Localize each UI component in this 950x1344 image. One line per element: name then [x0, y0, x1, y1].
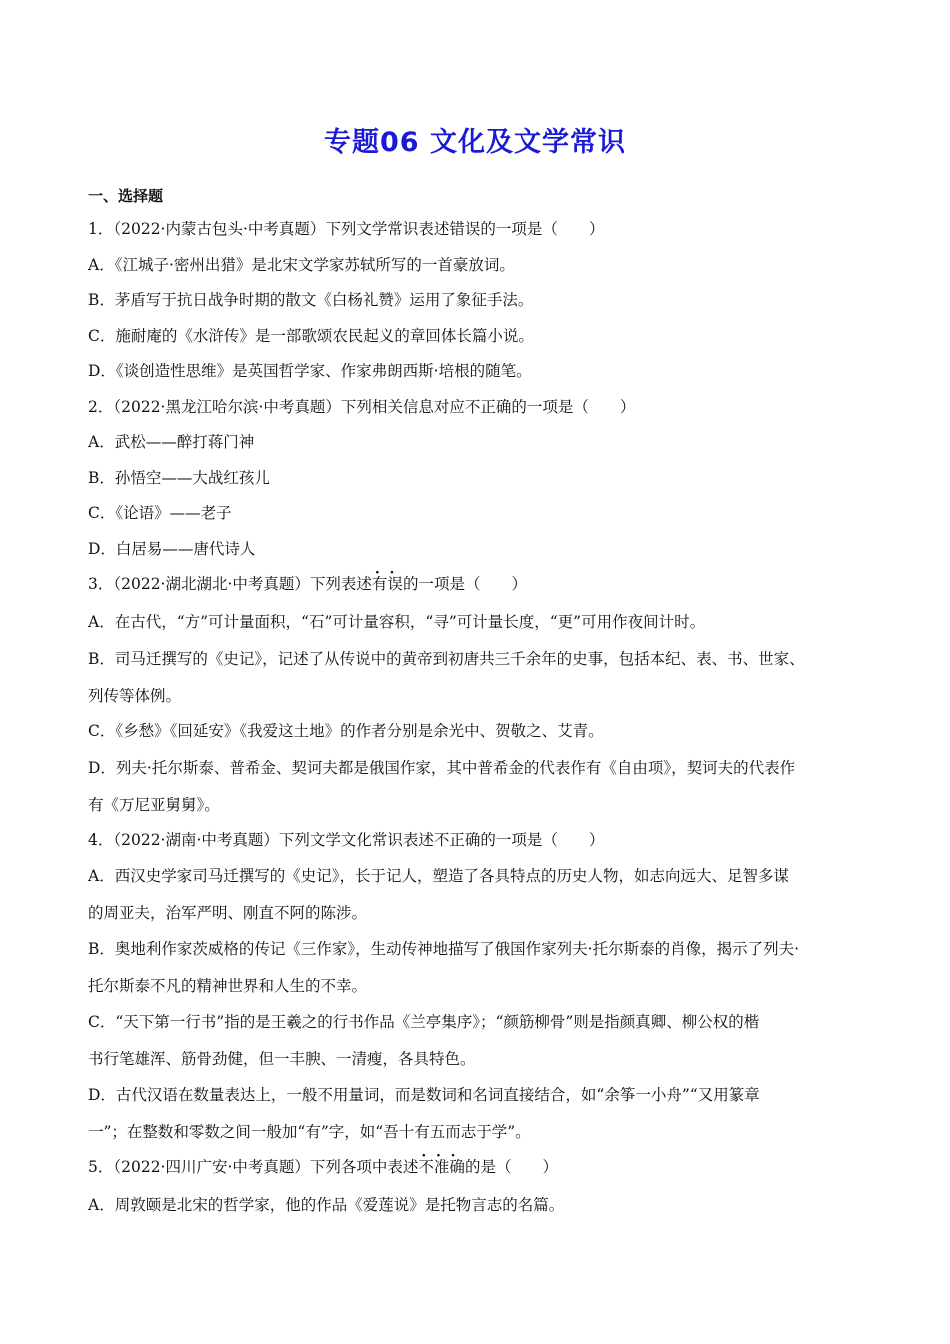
question-2-option-a: A．武松——醉打蒋门神	[88, 433, 255, 451]
question-3-option-c: C．《乡愁》《回延安》《我爱这土地》的作者分别是余光中、贺敬之、艾青。	[88, 722, 604, 740]
question-5-stem-pre: 5．（2022·四川广安·中考真题）下列各项中表述	[88, 1158, 419, 1176]
question-1-option-d: D．《谈创造性思维》是英国哲学家、作家弗朗西斯·培根的随笔。	[88, 362, 532, 380]
question-4-option-c: C．“天下第一行书”指的是王羲之的行书作品《兰亭集序》；“颜筋柳骨”则是指颜真卿、柳公权的楷	[88, 1013, 760, 1031]
question-3-option-d: D．列夫·托尔斯泰、普希金、契诃夫都是俄国作家，其中普希金的代表作有《自由项》，契诃夫的代表作	[88, 759, 796, 777]
question-3-option-b: B．司马迁撰写的《史记》，记述了从传说中的黄帝到初唐共三千余年的史事，包括本纪、表、书、世家、	[88, 650, 805, 668]
question-3-stem-pre: 3．（2022·湖北湖北·中考真题）下列表述	[88, 575, 372, 593]
question-1-stem: 1．（2022·内蒙古包头·中考真题）下列文学常识表述错误的一项是（ ）	[88, 220, 605, 238]
question-1-option-a: A．《江城子·密州出猎》是北宋文学家苏轼所写的一首豪放词。	[88, 256, 515, 274]
question-3-option-d-cont: 有《万尼亚舅舅》。	[88, 796, 220, 814]
question-3-option-a: A．在古代，“方”可计量面积，“石”可计量容积，“寻”可计量长度，“更”可用作夜间计时。	[88, 613, 706, 631]
question-4-option-a: A．西汉史学家司马迁撰写的《史记》，长于记人，塑造了各具特点的历史人物，如志向远大、足智多谋	[88, 867, 789, 885]
question-2-stem: 2．（2022·黑龙江哈尔滨·中考真题）下列相关信息对应不正确的一项是（ ）	[88, 398, 636, 416]
section-heading: 一、选择题	[88, 187, 164, 205]
question-1-option-b: B．茅盾写于抗日战争时期的散文《白杨礼赞》运用了象征手法。	[88, 291, 534, 309]
question-2-option-d: D．白居易——唐代诗人	[88, 540, 256, 558]
question-2-option-c: C．《论语》——老子	[88, 504, 232, 522]
emphasis-dots-mark: · · 有误	[372, 575, 403, 593]
question-5-stem-post: 的是（ ）	[464, 1158, 558, 1176]
question-2-option-b: B．孙悟空——大战红孩儿	[88, 469, 270, 487]
question-3-option-b-cont: 列传等体例。	[88, 687, 182, 705]
question-3-stem	[88, 573, 527, 595]
question-4-option-d: D．古代汉语在数量表达上，一般不用量词，而是数词和名词直接结合，如“余筝一小舟”“又用篆章	[88, 1086, 760, 1104]
question-4-stem: 4．（2022·湖南·中考真题）下列文学文化常识表述不正确的一项是（ ）	[88, 831, 605, 849]
question-4-option-d-cont: 一”；在整数和零数之间一般加“有”字，如“吾十有五而志于学”。	[88, 1123, 531, 1141]
question-4-option-c-cont: 书行笔雄浑、筋骨劲健，但一丰腴、一清瘦，各具特色。	[88, 1050, 476, 1068]
question-4-option-b-cont: 托尔斯泰不凡的精神世界和人生的不幸。	[88, 977, 368, 995]
question-4-option-a-cont: 的周亚夫，治军严明、刚直不阿的陈涉。	[88, 904, 368, 922]
question-5-stem	[88, 1156, 558, 1178]
question-1-option-c: C．施耐庵的《水浒传》是一部歌颂农民起义的章回体长篇小说。	[88, 327, 534, 345]
question-3-stem-post: 的一项是（ ）	[402, 575, 527, 593]
question-5-option-a: A．周敦颐是北宋的哲学家，他的作品《爱莲说》是托物言志的名篇。	[88, 1196, 565, 1214]
emphasis-dots-mark: · · · 不准确	[418, 1158, 465, 1176]
question-4-option-b: B．奥地利作家茨威格的传记《三作家》，生动传神地描写了俄国作家列夫·托尔斯泰的肖像，揭示了列夫·	[88, 940, 799, 958]
page-title: 专题06 文化及文学常识	[324, 127, 626, 158]
